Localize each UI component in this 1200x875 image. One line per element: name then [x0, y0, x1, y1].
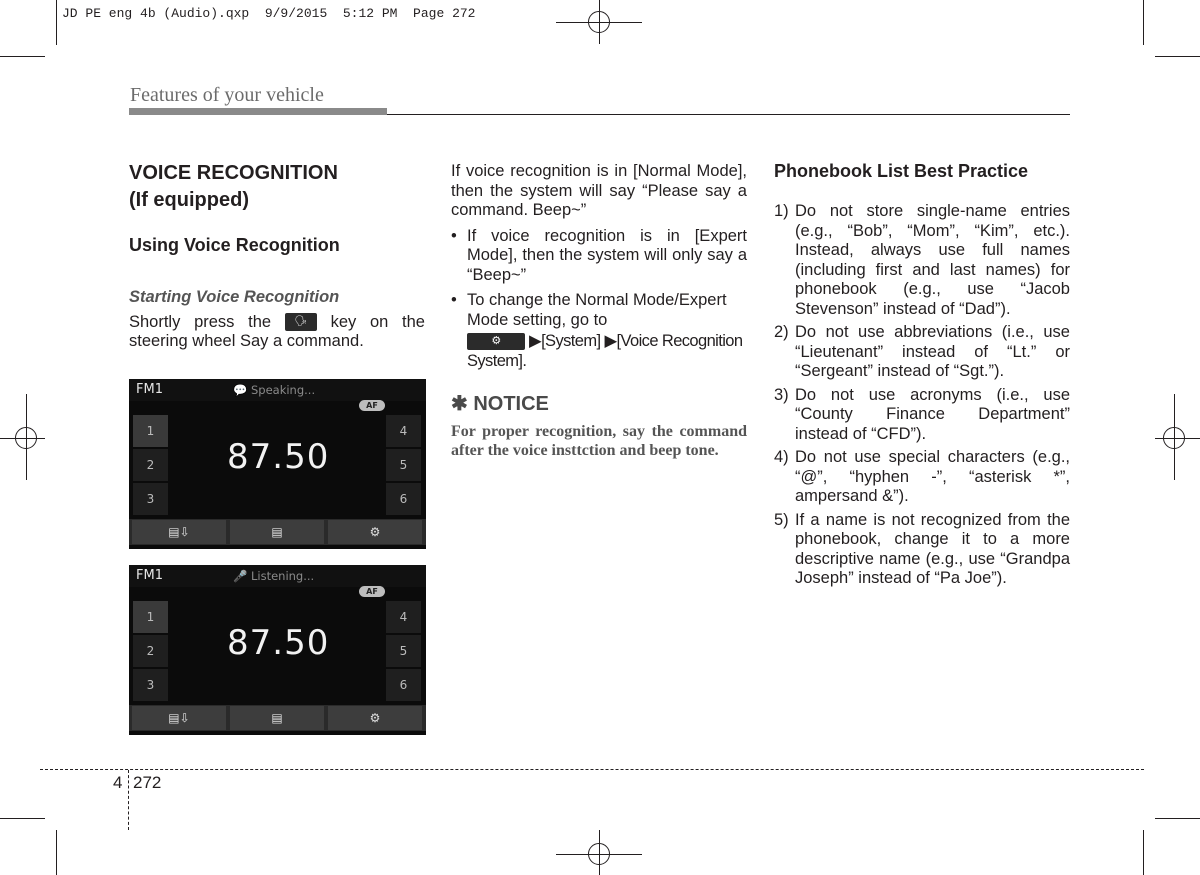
status-text: 🎤 Listening... — [233, 569, 315, 583]
column-2 — [451, 162, 747, 460]
page-number: 272 — [133, 773, 162, 792]
chapter-number: 4 — [113, 773, 123, 792]
af-badge: AF — [359, 400, 385, 411]
preset-3: 3 — [133, 483, 168, 515]
phonebook-title: Phonebook List Best Practice — [774, 161, 1029, 181]
gear-icon: ⚙ — [328, 520, 422, 544]
normal-mode-text: If voice recognition is in [Normal Mode], then the system will say “Please say a command. Beep~” — [451, 162, 747, 219]
crop-mark — [1155, 56, 1200, 57]
radio-list-icon: ▤⇩ — [132, 520, 226, 544]
notice-title-text: NOTICE — [473, 393, 549, 415]
list-item — [774, 202, 1070, 319]
band-label: FM1 — [136, 382, 163, 397]
preset-4: 4 — [386, 415, 421, 447]
preset-5: 5 — [386, 635, 421, 667]
footer-divider — [128, 770, 129, 830]
mode-setting-text: To change the Normal Mode/Expert Mode setting, go to — [467, 291, 727, 329]
list-text: Do not store single-name entries (e.g., “Bob”, “Mom”, “Kim”, etc.). Instead, always use full names (including first and last names) for phonebook (e.g., use “Jacob Stevenson” instead of “Dad”). — [795, 202, 1070, 318]
registration-mark — [556, 22, 642, 23]
mode-setting-bullet — [451, 291, 747, 371]
path-system: [System] — [541, 332, 601, 350]
radio-list-icon: ▤⇩ — [132, 706, 226, 730]
preset-4: 4 — [386, 601, 421, 633]
start-instructions — [129, 313, 425, 352]
gear-icon: ⚙ — [328, 706, 422, 730]
print-slug: JD PE eng 4b (Audio).qxp 9/9/2015 5:12 PM Page 272 — [62, 6, 476, 21]
radio-screen-listening — [129, 565, 426, 735]
settings-path — [467, 332, 747, 371]
header-bar — [129, 108, 387, 115]
list-number: 5) — [774, 510, 789, 529]
notice-title — [451, 395, 747, 415]
registration-mark — [599, 830, 600, 875]
list-number: 1) — [774, 202, 789, 220]
start-text-b: key on the steering wheel Say a command. — [129, 312, 425, 350]
voice-key-icon: 🗣 — [285, 313, 317, 331]
preset-6: 6 — [386, 483, 421, 515]
phonebook-list — [774, 202, 1070, 589]
registration-mark — [26, 394, 27, 480]
status-text: 💬 Speaking... — [233, 383, 316, 397]
crop-mark — [0, 818, 45, 819]
list-item — [774, 323, 1070, 382]
list-number: 2) — [774, 323, 789, 341]
crop-mark — [1143, 830, 1144, 875]
radio-screen-speaking — [129, 379, 426, 549]
list-text: If a name is not recognized from the phonebook, change it to a more descriptive name (e.g., use “Grandpa Joseph” instead of “Pa Joe”). — [795, 510, 1070, 587]
preset-2: 2 — [133, 635, 168, 667]
list-item — [774, 511, 1070, 589]
subsubsection-title: Starting Voice Recognition — [129, 288, 340, 306]
list-item — [774, 448, 1070, 507]
expert-mode-bullet: • If voice recognition is in [Expert Mode], then the system will only say a “Beep~” — [451, 227, 747, 286]
header-rule — [387, 114, 1070, 115]
preset-6: 6 — [386, 669, 421, 701]
crop-mark — [56, 830, 57, 875]
frequency-display: 87.50 — [227, 623, 330, 663]
column-3 — [774, 160, 1070, 593]
registration-mark — [1155, 438, 1200, 439]
path-arrow-icon: ▶ — [528, 332, 542, 350]
notice-star-icon: ✱ — [451, 393, 468, 415]
band-label: FM1 — [136, 568, 163, 583]
status-label: Listening... — [250, 569, 315, 583]
list-text: Do not use acronyms (i.e., use “County Finance Department” instead of “CFD”). — [795, 385, 1070, 443]
setup-key-icon: ⚙ — [467, 333, 525, 350]
list-text: Do not use abbreviations (i.e., use “Lieutenant” instead of “Lt.” or “Sergeant” instead of “Sgt.”). — [795, 323, 1070, 380]
list-number: 4) — [774, 448, 789, 466]
subsection-title: Using Voice Recognition — [129, 235, 340, 255]
registration-mark — [1174, 394, 1175, 480]
registration-mark — [0, 438, 45, 439]
af-badge: AF — [359, 586, 385, 597]
path-arrow-icon: ▶ — [604, 332, 617, 350]
list-text: Do not use special characters (e.g., “@”, “hyphen -”, “asterisk *”, ampersand &”). — [795, 448, 1070, 505]
radio-auto-icon: ▤ — [230, 520, 324, 544]
section-title-line2: (If equipped) — [129, 189, 249, 211]
section-title-line1: VOICE RECOGNITION — [129, 162, 338, 184]
registration-mark — [556, 854, 642, 855]
section-header: Features of your vehicle — [130, 84, 324, 106]
preset-3: 3 — [133, 669, 168, 701]
notice-body: For proper recognition, say the command after the voice insttction and beep tone. — [451, 422, 747, 459]
start-text-a: Shortly press the — [129, 312, 272, 331]
preset-1: 1 — [133, 601, 168, 633]
crop-mark — [1143, 0, 1144, 45]
radio-auto-icon: ▤ — [230, 706, 324, 730]
path-voice-recognition: [Voice Recognition System]. — [467, 332, 743, 370]
preset-5: 5 — [386, 449, 421, 481]
list-number: 3) — [774, 385, 789, 404]
crop-mark — [0, 56, 45, 57]
frequency-display: 87.50 — [227, 437, 330, 477]
list-item — [774, 386, 1070, 445]
crop-mark — [56, 0, 57, 45]
status-label: Speaking... — [250, 383, 316, 397]
preset-1: 1 — [133, 415, 168, 447]
crop-mark — [1155, 818, 1200, 819]
footer-rule — [40, 769, 1144, 770]
preset-2: 2 — [133, 449, 168, 481]
column-1 — [129, 160, 425, 352]
